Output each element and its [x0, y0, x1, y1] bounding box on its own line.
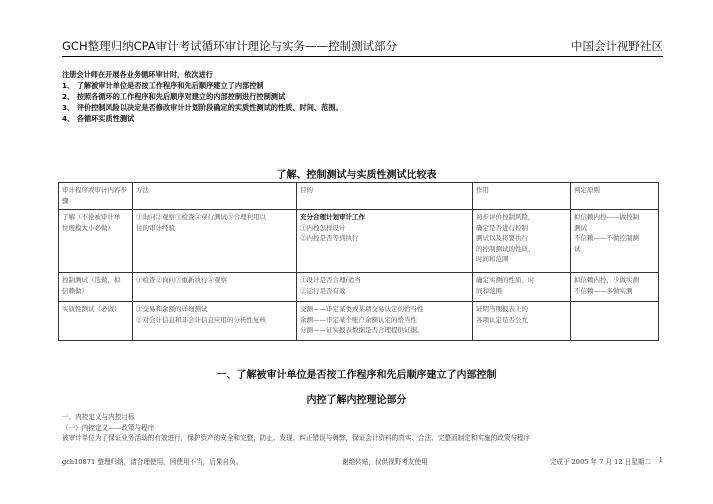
cell-line: 测试以及将要执行: [476, 234, 528, 242]
purpose-cell: [297, 273, 473, 302]
header-cell: 目的: [297, 183, 473, 210]
cell-line: 位规模大小必做）: [62, 223, 114, 232]
cell-line: ②对会计信息和非会计信息应用的分析性复核: [136, 315, 266, 324]
cell-line: 往的审计经验: [136, 223, 175, 232]
cell-line: 初步评价控制风险，: [476, 213, 535, 221]
cell-line: 时间和范围: [476, 255, 509, 263]
section-title: 一、了解被审计单位是否按工作程序和先后顺序建立了内部控制: [216, 370, 497, 381]
header-cell: 判定原则: [571, 183, 659, 210]
header-cell: 审计程序或审计内容步骤: [59, 183, 133, 210]
cell-line: 间和范围: [476, 286, 502, 295]
intro-line: 注册会计师在开展各业务循环审计时，依次进行: [62, 70, 213, 79]
table-row: [59, 210, 659, 273]
header-site: 中国会计视野社区: [571, 39, 663, 53]
table-row: [59, 273, 659, 302]
cell-line: 分测——证实报表数据是否合理提供证据。: [300, 326, 424, 334]
cell-line: 确定实测的性质、时: [476, 276, 535, 284]
purpose-cell: [297, 302, 473, 341]
cell-line: 信赖做）: [62, 286, 88, 295]
purpose-cell: [297, 210, 473, 273]
cell-line: ②运行是否有效: [300, 286, 346, 295]
cell-line: 不信赖——不做控制测: [574, 234, 639, 242]
cell-line: 了解（不论被审计单: [62, 213, 121, 221]
intro-line: 1、 了解被审计单位是否按工作程序和先后顺序建立了内部控制: [62, 81, 264, 90]
effect-cell: [473, 302, 571, 341]
table-row: [59, 302, 659, 341]
effect-cell: [473, 210, 571, 273]
cell-line: ①询问②观察③检查④穿行测试⑤合理利用以: [136, 213, 266, 221]
cell-line: ②内控是否等到执行: [300, 234, 359, 242]
cell-line: 实质性测试（必做）: [62, 305, 121, 313]
cell-line: ①设计是否合理/适当: [300, 276, 361, 284]
body-line: 被审计单位为了保证业务活动的有效进行，保护资产的安全和完整，防止、发现、纠正错误与舞弊，保证会计资料的真实、合法、完整而制定和实施的政策与程序: [62, 434, 531, 442]
header-cell: 方法: [133, 183, 297, 210]
footer-date: 完成于 2005 年 7 月 12 日星期二: [549, 458, 651, 466]
cell-line: 确定是否进行控制: [476, 223, 528, 232]
cell-line: 充分合理计划审计工作: [300, 213, 365, 221]
effect-cell: [473, 273, 571, 302]
rule-cell: [571, 210, 659, 273]
method-cell: [133, 302, 297, 341]
cell-line: ①检查②询问③重新执行④观察: [136, 276, 227, 284]
cell-line: 的控制测试的性质、: [476, 244, 535, 253]
method-cell: [133, 273, 297, 302]
cell-line: 拟信赖内控——做控制: [574, 213, 639, 221]
intro-line: 2、 按照各循环的工作程序和先后顺序对建立的内部控制进行控制测试: [62, 92, 286, 101]
table-title: 了解、控制测试与实质性测试比较表: [276, 170, 437, 181]
cell-line: ①内控怎样设计: [300, 223, 346, 232]
cell-line: 各项认定是否公允: [476, 315, 528, 324]
header-rule: [62, 56, 663, 57]
footer-center: 谢绝转贴，仅供视野考友使用: [342, 458, 428, 466]
cell-line: 控制测试（选做，拟: [62, 276, 121, 284]
body-line: 一、内控定义与内控目标: [62, 413, 135, 421]
intro-line: 3、 评价控制风险以决定是否修改审计计划阶段确定的实质性测试的性质、时间、范围。: [62, 103, 343, 112]
cell-line: 拟信赖内控，少做实测: [574, 276, 639, 284]
header-cell: 作用: [473, 183, 571, 210]
header-title: GCH整理归纳CPA审计考试循环审计理论与实务——控制测试部分: [62, 39, 398, 53]
footer-left: gch10871 整理归纳，请合理使用，因使用不当，后果自负。: [62, 458, 243, 466]
body-line: （一）内控定义——政策与程序: [62, 423, 155, 432]
comparison-table: [58, 182, 659, 341]
body-text: [62, 412, 662, 444]
cell-line: 余测——审定某个账户余额认定的恰当性: [300, 315, 417, 324]
page-header: [62, 36, 663, 56]
cell-line: 不信赖——多做实测: [574, 286, 633, 295]
cell-line: ①交易和余额的详细测试: [136, 305, 208, 313]
table-header-row: [59, 183, 659, 210]
rule-cell: [571, 273, 659, 302]
cell-line: 测试: [574, 223, 587, 232]
page-number: 1: [658, 456, 663, 464]
intro-block: [62, 69, 662, 124]
method-cell: [133, 210, 297, 273]
cell-line: 证明当期报表上的: [476, 305, 528, 313]
cell-line: 交测——审定某类或某项交易认定的恰当性: [300, 305, 424, 313]
step-cell: [59, 302, 133, 341]
rule-cell: [571, 302, 659, 341]
step-cell: [59, 210, 133, 273]
step-cell: [59, 273, 133, 302]
cell-line: 试: [574, 244, 581, 253]
intro-line: 4、 各循环实质性测试: [62, 114, 135, 123]
section-subtitle: 内控了解内控理论部分: [306, 395, 407, 406]
